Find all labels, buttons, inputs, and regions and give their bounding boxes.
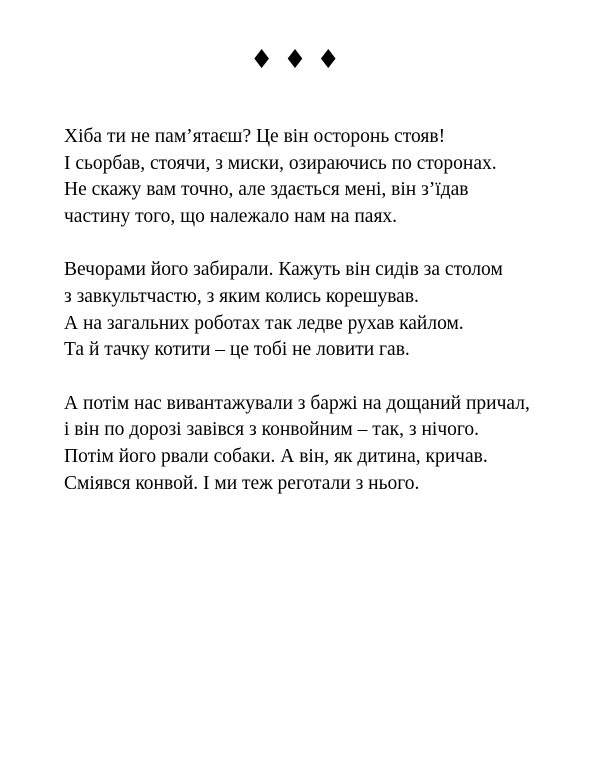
poem-line: А потім нас вивантажували з баржі на дощаний причал, — [64, 392, 530, 414]
poem-line: А на загальних роботах так ледве рухав кайлом. — [64, 312, 464, 334]
stanza-2 — [64, 257, 594, 363]
poem-line: з завкультчастю, з яким колись корешував. — [64, 285, 419, 307]
poem-line: Вечорами його забирали. Кажуть він сидів за столом — [64, 259, 503, 281]
stanza-1 — [64, 124, 594, 230]
poem-line: Хіба ти не пам’ятаєш? Це він осторонь стояв! — [64, 126, 446, 147]
poem-line: частину того, що належало нам на паях. — [64, 205, 398, 227]
poem-line: І сьорбав, стоячи, з миски, озираючись по сторонах. — [64, 152, 497, 174]
poem-line: Та й тачку котити – це тобі не ловити гав. — [64, 339, 410, 361]
stanza-3 — [64, 391, 594, 497]
poem-line: Потім його рвали собаки. А він, як дитина, кричав. — [64, 445, 488, 467]
poem-body — [64, 124, 594, 524]
poem-line: і він по дорозі завівся з конвойним – так, з нічого. — [64, 419, 480, 441]
poem-line: Сміявся конвой. І ми теж реготали з нього. — [64, 472, 420, 494]
poem-line: Не скажу вам точно, але здається мені, він з’їдав — [64, 179, 469, 201]
section-ornament: ♦♦♦ — [250, 45, 350, 75]
